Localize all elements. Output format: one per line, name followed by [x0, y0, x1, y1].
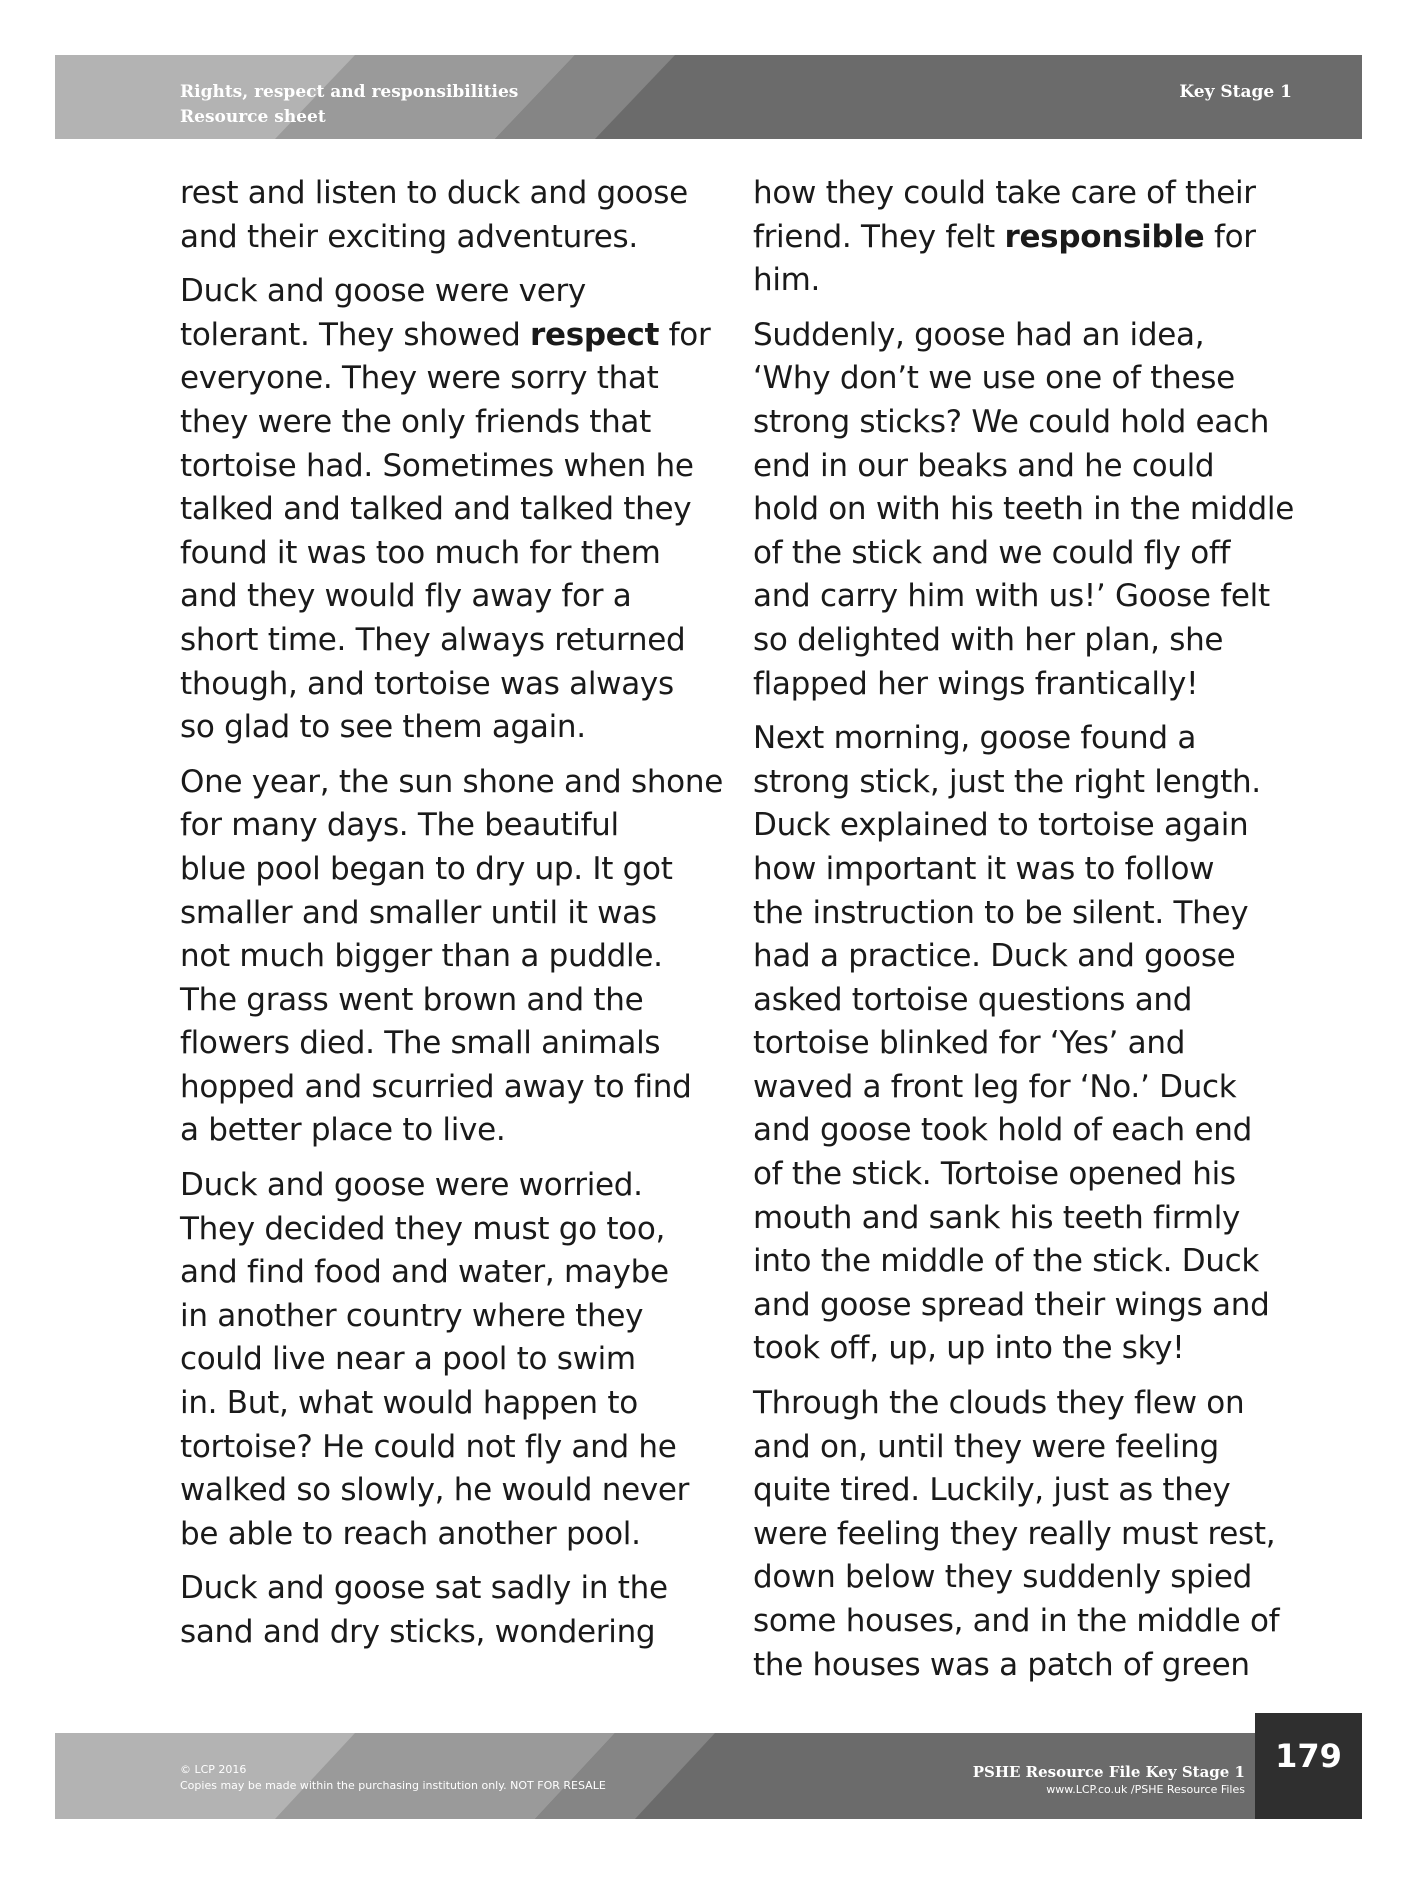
- header-title-line1: Rights, respect and responsibilities: [180, 82, 519, 102]
- paragraph: rest and listen to duck and goose and their exciting adventures.: [180, 175, 688, 255]
- paragraph: Duck and goose were worried. They decided they must go too, and find food and water, maybe in another country where they could live near a pool to swim in. But, what would happen to tortoise? He could not fly and he walked so slowly, he would never be able to reach another pool.: [180, 1167, 690, 1552]
- paragraph: Next morning, goose found a strong stick, just the right length. Duck explained to tortoise again how important it was to follow the instruction to be silent. They had a practice. Duck and goose asked tortoise questions and tortoise blinked for ‘Yes’ and waved a front leg for ‘No.’ Duck and goose took hold of each end of the stick. Tortoise opened his mouth and sank his teeth firmly into the middle of the stick. Duck and goose spread their wings and took off, up, up into the sky!: [753, 720, 1270, 1367]
- page-footer: [55, 1733, 1255, 1819]
- copyright-text: © LCP 2016: [180, 1763, 247, 1776]
- paragraph: [180, 270, 740, 750]
- header-title: [180, 80, 518, 130]
- text-column-right: [753, 172, 1313, 1698]
- page-header: [55, 55, 1362, 139]
- paragraph: Duck and goose sat sadly in the sand and dry sticks, wondering: [180, 1570, 668, 1650]
- paragraph-text: how they could take care of their friend. They felt: [753, 175, 1256, 255]
- paragraph: [753, 172, 1313, 303]
- website-link[interactable]: www.LCP.co.uk /PSHE Resource Files: [1046, 1783, 1245, 1796]
- text-column-left: [180, 172, 740, 1666]
- paragraph-text: for everyone. They were sorry that they were the only friends that tortoise had. Sometimes when he talked and talked and talked they found it was too much for them and they would fly away for a short time. They always returned though, and tortoise was always so glad to see them again.: [180, 316, 711, 746]
- paragraph: One year, the sun shone and shone for many days. The beautiful blue pool began to dry up. It got smaller and smaller until it was not much bigger than a puddle. The grass went brown and the flowers died. The small animals hopped and scurried away to find a better place to live.: [180, 763, 723, 1149]
- publication-title: PSHE Resource File Key Stage 1: [972, 1763, 1245, 1781]
- emphasis-respect: respect: [530, 316, 660, 353]
- emphasis-responsible: responsible: [1004, 218, 1205, 255]
- header-title-line2: Resource sheet: [180, 107, 326, 127]
- paragraph: Through the clouds they flew on and on, until they were feeling quite tired. Luckily, just as they were feeling they really must rest, down below they suddenly spied some houses, and in the middle of the houses was a patch of green: [753, 1385, 1280, 1683]
- key-stage-label: Key Stage 1: [1179, 82, 1292, 102]
- copy-notice: Copies may be made within the purchasing institution only. NOT FOR RESALE: [180, 1779, 606, 1792]
- paragraph-text: for him.: [753, 218, 1256, 299]
- page-number: 179: [1255, 1713, 1362, 1819]
- paragraph-text: Duck and goose were very tolerant. They showed: [180, 273, 586, 353]
- paragraph: Suddenly, goose had an idea, ‘Why don’t we use one of these strong sticks? We could hold each end in our beaks and he could hold on with his teeth in the middle of the stick and we could fly off and carry him with us!’ Goose felt so delighted with her plan, she flapped her wings frantically!: [753, 316, 1294, 702]
